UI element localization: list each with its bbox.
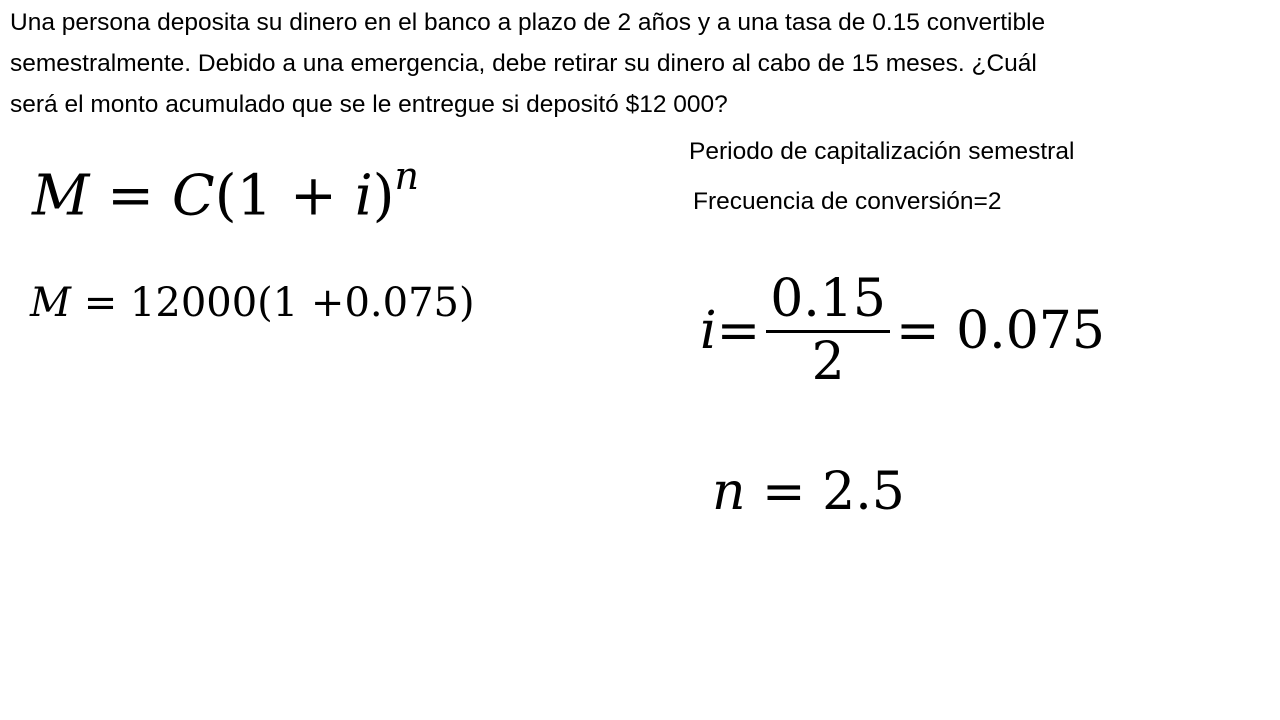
substituted-formula bbox=[30, 280, 475, 326]
problem-line-1: Una persona deposita su dinero en el banco a plazo de 2 años y a una tasa de 0.15 convertible bbox=[10, 9, 1046, 36]
rate-numerator: 0.15 bbox=[766, 270, 890, 333]
problem-statement bbox=[10, 2, 1272, 125]
formula-exponent: n bbox=[394, 154, 420, 198]
formula-m: M bbox=[32, 163, 90, 229]
compound-interest-formula bbox=[32, 154, 420, 229]
capitalization-period-note: Periodo de capitalización semestral bbox=[689, 138, 1075, 165]
substituted-expression: = 12000(1 +0.075) bbox=[83, 280, 475, 326]
rate-fraction bbox=[766, 270, 890, 393]
substituted-m: M bbox=[30, 280, 71, 326]
rate-result: = 0.075 bbox=[896, 301, 1105, 362]
formula-i: i bbox=[354, 163, 373, 229]
periods-calculation bbox=[712, 462, 905, 522]
conversion-frequency-note: Frecuencia de conversión=2 bbox=[693, 188, 1002, 215]
problem-line-2: semestralmente. Debido a una emergencia, debe retirar su dinero al cabo de 15 meses. ¿Cuál bbox=[10, 50, 1037, 77]
periods-variable: n bbox=[712, 462, 746, 522]
periods-value: = 2.5 bbox=[745, 462, 905, 522]
formula-c: C bbox=[171, 163, 215, 229]
rate-variable: i bbox=[700, 301, 717, 362]
formula-equals: = bbox=[107, 163, 155, 229]
rate-denominator: 2 bbox=[811, 331, 845, 392]
formula-open: (1 + bbox=[214, 163, 355, 229]
problem-line-3: será el monto acumulado que se le entregue si depositó $12 000? bbox=[10, 91, 728, 118]
rate-equals: = bbox=[716, 301, 761, 362]
formula-close: ) bbox=[372, 163, 395, 229]
rate-calculation bbox=[700, 270, 1105, 393]
